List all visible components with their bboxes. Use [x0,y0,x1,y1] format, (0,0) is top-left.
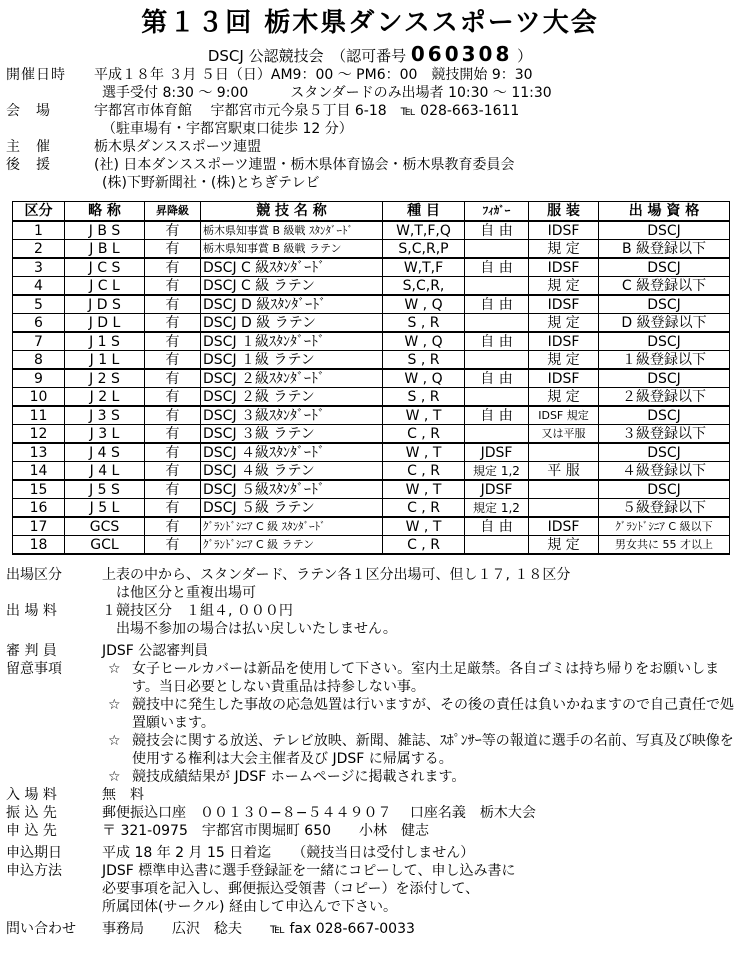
header-cell: 競 技 名 称 [201,202,383,222]
notes-label: 留意事項 [6,661,62,677]
host-label: 主 催 [6,139,51,155]
table-cell: DSCJ １級ｽﾀﾝﾀﾞｰﾄﾞ [201,332,383,351]
table-row [13,480,730,499]
table-cell: 規 定 [529,388,599,407]
table-cell: C 級登録以下 [599,277,730,296]
header-cell: 昇降級 [145,202,201,222]
table-cell: C , R [383,499,465,518]
method-line3: 所属団体(サークル) 経由して申込んで下さい。 [102,899,397,915]
notes-row [6,660,734,786]
table-row [13,240,730,259]
table-cell: 10 [13,388,65,407]
table-cell: J B S [65,221,145,240]
page-title: 第１３回 栃木県ダンススポーツ大会 [141,8,599,38]
table-cell: 有 [145,221,201,240]
table-cell: 有 [145,480,201,499]
table-cell: 有 [145,425,201,444]
table-cell: S,C,R,P [383,240,465,259]
table-cell [465,240,529,259]
approval-number: 060308 [410,42,513,66]
apply-to-row [6,822,734,840]
date-row [6,66,734,84]
table-cell: DSCJ [599,221,730,240]
table-cell: 有 [145,388,201,407]
table-cell: IDSF [529,258,599,277]
table-cell: S , R [383,314,465,333]
deadline-row [6,844,734,862]
table-cell: 9 [13,369,65,388]
footer-block [6,566,734,938]
table-cell: W , T [383,443,465,462]
deadline-label: 申込期日 [6,845,62,861]
table-row [13,406,730,425]
fee-label: 出 場 料 [6,603,57,619]
method-row [6,862,734,880]
star-icon: ☆ [108,661,121,677]
table-header-row [13,202,730,222]
venue-line2: （駐車場有・宇都宮駅東口徒歩 12 分） [102,121,353,137]
subtitle-close: ） [517,47,533,65]
table-row [13,462,730,481]
table-cell: 11 [13,406,65,425]
table-cell: ５級登録以下 [599,499,730,518]
header-cell: ﾌｨｶﾞｰ [465,202,529,222]
table-cell [465,536,529,555]
table-cell: J 5 L [65,499,145,518]
table-cell: ｸﾞﾗﾝﾄﾞｼﾆｱ C 級以下 [599,517,730,536]
table-cell: 8 [13,351,65,370]
table-cell [529,443,599,462]
table-cell: ４級登録以下 [599,462,730,481]
table-row [13,536,730,555]
table-row [13,388,730,407]
table-cell: 有 [145,462,201,481]
table-row [13,258,730,277]
table-cell: 自 由 [465,406,529,425]
table-cell: J B L [65,240,145,259]
table-cell: 有 [145,406,201,425]
admission-value: 無 料 [102,787,144,803]
table-cell: 有 [145,351,201,370]
note-item [6,660,734,696]
table-cell: 2 [13,240,65,259]
fee-line1: １競技区分 １組４, ０００円 [102,603,293,619]
table-cell: 1 [13,221,65,240]
host-value: 栃木県ダンススポーツ連盟 [94,139,262,155]
table-cell: DSCJ ２級 ラテン [201,388,383,407]
table-row [13,295,730,314]
table-cell: GCL [65,536,145,555]
table-cell: DSCJ ２級ｽﾀﾝﾀﾞｰﾄﾞ [201,369,383,388]
table-cell: １級登録以下 [599,351,730,370]
table-cell: ２級登録以下 [599,388,730,407]
category-line2: は他区分と重複出場可 [116,585,256,601]
table-cell: W,T,F,Q [383,221,465,240]
category-line1: 上表の中から、スタンダード、ラテン各１区分出場可、但し１７, １８区分 [102,567,571,583]
table-cell: J 5 S [65,480,145,499]
support-line2: (株)下野新聞社・(株)とちぎテレビ [102,175,320,191]
table-cell: W , T [383,517,465,536]
judge-label: 審 判 員 [6,643,57,659]
table-cell: DSCJ １級 ラテン [201,351,383,370]
header-cell: 区分 [13,202,65,222]
table-row [13,499,730,518]
table-cell: 15 [13,480,65,499]
star-icon: ☆ [108,769,121,785]
table-cell: 規 定 [529,536,599,555]
table-row [13,443,730,462]
judge-value: JDSF 公認審判員 [102,643,209,659]
table-cell: W , Q [383,369,465,388]
table-cell: C , R [383,462,465,481]
table-row [13,351,730,370]
table-cell: 14 [13,462,65,481]
contact-value: 事務局 広沢 稔夫 ℡ fax 028-667-0033 [102,921,415,937]
subtitle-text: DSCJ 公認競技会 （認可番号 [207,47,407,65]
table-cell: 規 定 [529,314,599,333]
table-row [13,314,730,333]
table-cell: W , Q [383,332,465,351]
table-cell: 18 [13,536,65,555]
table-cell: W , T [383,406,465,425]
table-cell: J D S [65,295,145,314]
table-cell: C , R [383,536,465,555]
table-cell: 又は平服 [529,425,599,444]
table-cell: 規 定 [529,277,599,296]
info-block [6,66,734,192]
table-cell: J 2 L [65,388,145,407]
events-table [12,201,730,555]
table-cell: J D L [65,314,145,333]
table-cell: J 3 L [65,425,145,444]
table-cell: 自 由 [465,258,529,277]
table-cell: 栃木県知事賞 B 級戦 ｽﾀﾝﾀﾞｰﾄﾞ [201,221,383,240]
table-cell: J 2 S [65,369,145,388]
table-cell: IDSF [529,517,599,536]
host-row [6,138,734,156]
table-cell: 16 [13,499,65,518]
star-icon: ☆ [108,697,121,713]
table-row [13,277,730,296]
table-cell: S , R [383,388,465,407]
table-cell: J 4 L [65,462,145,481]
contact-label: 問い合わせ [6,921,76,937]
table-cell [465,277,529,296]
table-cell: 規 定 [529,351,599,370]
admission-label: 入 場 料 [6,787,57,803]
table-cell: 6 [13,314,65,333]
category-label: 出場区分 [6,567,62,583]
table-cell: 自 由 [465,369,529,388]
table-cell: DSCJ ５級 ラテン [201,499,383,518]
table-cell: 栃木県知事賞 B 級戦 ラテン [201,240,383,259]
table-cell: ｸﾞﾗﾝﾄﾞｼﾆｱ C 級 ラテン [201,536,383,555]
header-cell: 服 装 [529,202,599,222]
fee-line2: 出場不参加の場合は払い戻しいたしません。 [116,621,397,637]
table-cell: 男女共に 55 才以上 [599,536,730,555]
table-cell: IDSF [529,369,599,388]
table-cell: 有 [145,443,201,462]
transfer-value: 郵便振込口座 ００１３０−８−５４４９０７ 口座名義 栃木大会 [102,805,536,821]
table-cell: 規定 1,2 [465,499,529,518]
table-cell: J 1 S [65,332,145,351]
table-cell: W,T,F [383,258,465,277]
support-label: 後 援 [6,157,51,173]
category-row [6,566,734,584]
method-line2: 必要事項を記入し、郵便振込受領書（コピー）を添付して、 [102,881,480,897]
table-cell: 自 由 [465,517,529,536]
table-cell: DSCJ C 級 ラテン [201,277,383,296]
table-cell: 有 [145,258,201,277]
note-item [6,768,734,786]
transfer-row [6,804,734,822]
venue-line1: 宇都宮市体育館 宇都宮市元今泉５丁目 6-18 ℡ 028-663-1611 [94,103,520,119]
apply-to-value: 〒 321-0975 宇都宮市関堀町 650 小林 健志 [102,823,430,839]
table-cell: DSCJ ３級 ラテン [201,425,383,444]
table-cell: ｸﾞﾗﾝﾄﾞｼﾆｱ C 級 ｽﾀﾝﾀﾞｰﾄﾞ [201,517,383,536]
table-cell [465,351,529,370]
table-cell: DSCJ [599,406,730,425]
table-cell: J 4 S [65,443,145,462]
note-text: 競技成績結果が JDSF ホームページに掲載されます。 [132,769,466,785]
fee-row [6,602,734,620]
table-cell: 7 [13,332,65,351]
table-cell [529,480,599,499]
table-cell: 有 [145,499,201,518]
table-cell [465,388,529,407]
note-text: 競技中に発生した事故の応急処置は行いますが、その後の責任は負いかねますので自己責任で処置願います。 [132,697,734,731]
method-label: 申込方法 [6,863,62,879]
table-cell: DSCJ C 級ｽﾀﾝﾀﾞｰﾄﾞ [201,258,383,277]
table-cell: DSCJ ４級ｽﾀﾝﾀﾞｰﾄﾞ [201,443,383,462]
note-text: 女子ヒールカバーは新品を使用して下さい。室内土足厳禁。各自ゴミは持ち帰りをお願いします。当日必要としない貴重品は持参しない事。 [132,661,720,695]
table-cell: 4 [13,277,65,296]
support-row [6,156,734,174]
table-cell: W , Q [383,295,465,314]
table-cell: B 級登録以下 [599,240,730,259]
table-cell [529,499,599,518]
table-cell: W , T [383,480,465,499]
date-line2: 選手受付 8:30 〜 9:00 スタンダードのみ出場者 10:30 〜 11:30 [102,85,552,101]
table-cell: 12 [13,425,65,444]
table-cell: 3 [13,258,65,277]
table-cell: J C L [65,277,145,296]
table-cell: JDSF [465,480,529,499]
table-cell: 有 [145,240,201,259]
table-cell: 有 [145,536,201,555]
star-icon: ☆ [108,733,121,749]
note-text: 競技会に関する放送、テレビ放映、新聞、雑誌、ｽﾎﾟﾝｻｰ等の報道に選手の名前、写真及び映像を使用する権利は大会主催者及び JDSF に帰属する。 [132,733,734,767]
header-cell: 種 目 [383,202,465,222]
table-cell: 5 [13,295,65,314]
apply-to-label: 申 込 先 [6,823,57,839]
table-cell: IDSF [529,332,599,351]
table-cell: IDSF 規定 [529,406,599,425]
table-cell: 有 [145,277,201,296]
contact-row [6,920,734,938]
table-cell [465,314,529,333]
table-cell: 規定 1,2 [465,462,529,481]
date-line1: 平成１８年 ３月 ５日（日）AM9：00 〜 PM6：00 競技開始 9：30 [94,67,533,83]
table-cell: GCS [65,517,145,536]
table-cell: 平 服 [529,462,599,481]
table-row [13,221,730,240]
venue-label: 会 場 [6,103,51,119]
support-line1: (社) 日本ダンススポーツ連盟・栃木県体育協会・栃木県教育委員会 [94,157,515,173]
table-row [13,425,730,444]
table-cell: 自 由 [465,332,529,351]
subtitle [0,42,740,66]
judge-row [6,642,734,660]
table-cell: C , R [383,425,465,444]
table-cell: 有 [145,517,201,536]
table-cell: J 3 S [65,406,145,425]
table-cell: 13 [13,443,65,462]
table-cell: 有 [145,314,201,333]
table-cell: S , R [383,351,465,370]
method-line1: JDSF 標準申込書に選手登録証を一緒にコピーして、申し込み書に [102,863,516,879]
venue-row [6,102,734,120]
table-cell: 自 由 [465,221,529,240]
table-cell: J 1 L [65,351,145,370]
date-label: 開催日時 [6,67,66,83]
table-row [13,517,730,536]
admission-row [6,786,734,804]
header-cell: 出 場 資 格 [599,202,730,222]
table-cell: DSCJ [599,480,730,499]
table-cell: DSCJ [599,295,730,314]
table-cell: DSCJ D 級ｽﾀﾝﾀﾞｰﾄﾞ [201,295,383,314]
table-cell: 有 [145,369,201,388]
note-item [6,696,734,732]
table-cell: 規 定 [529,240,599,259]
table-cell: J C S [65,258,145,277]
table-cell: IDSF [529,295,599,314]
table-cell: 有 [145,332,201,351]
table-cell: DSCJ [599,369,730,388]
table-cell: DSCJ ４級 ラテン [201,462,383,481]
table-cell: DSCJ [599,443,730,462]
table-cell: IDSF [529,221,599,240]
deadline-value: 平成 18 年 2 月 15 日着迄 （競技当日は受付しません） [102,845,475,861]
table-cell: DSCJ ５級ｽﾀﾝﾀﾞｰﾄﾞ [201,480,383,499]
table-cell: S,C,R, [383,277,465,296]
header-cell: 略 称 [65,202,145,222]
table-cell: DSCJ ３級ｽﾀﾝﾀﾞｰﾄﾞ [201,406,383,425]
table-cell: 有 [145,295,201,314]
table-cell: D 級登録以下 [599,314,730,333]
table-cell: DSCJ D 級 ラテン [201,314,383,333]
table-cell: JDSF [465,443,529,462]
table-row [13,369,730,388]
table-cell: 自 由 [465,295,529,314]
table-cell: DSCJ [599,258,730,277]
table-cell: DSCJ [599,332,730,351]
table-cell: ３級登録以下 [599,425,730,444]
table-cell: 17 [13,517,65,536]
note-item [6,732,734,768]
table-cell [465,425,529,444]
transfer-label: 振 込 先 [6,805,57,821]
table-row [13,332,730,351]
